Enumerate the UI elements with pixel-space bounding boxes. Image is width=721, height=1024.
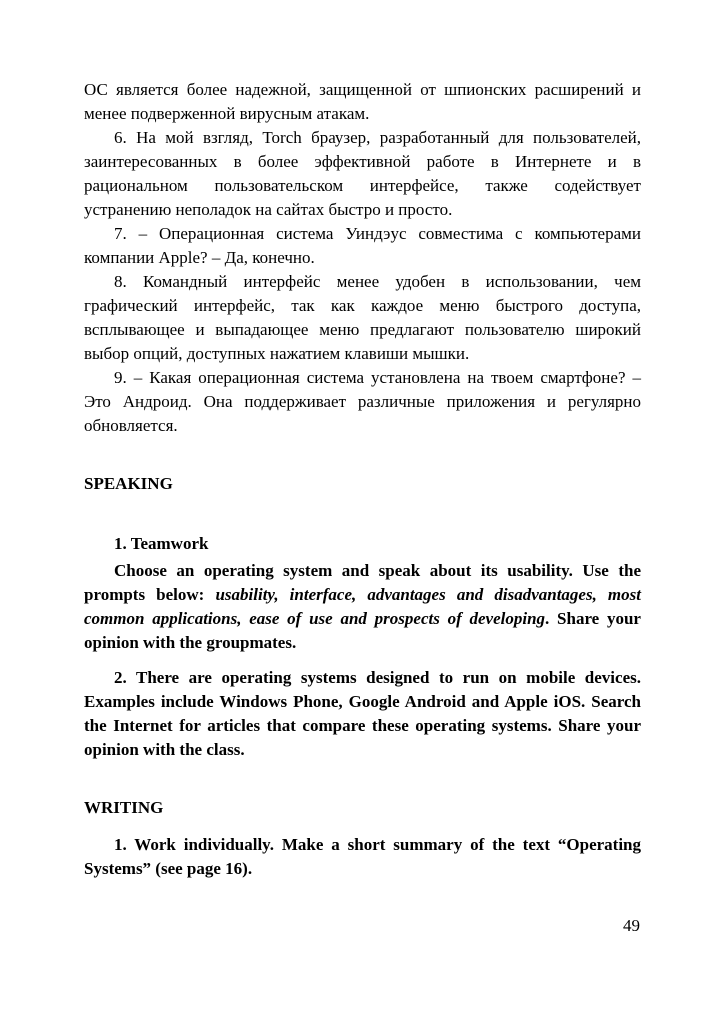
list-item-8: 8. Командный интерфейс менее удобен в использовании, чем графический интерфейс, так как каждое меню быстрого доступа, всплывающее и выпадающее меню предлагают пользователю широкий выбор опций, доступных нажатием клавиши мышки. (84, 272, 641, 363)
page-content (84, 78, 641, 881)
speaking-task1-paragraph (84, 559, 641, 655)
page-number: 49 (623, 916, 640, 935)
list-item-7: 7. – Операционная система Уиндэус совместима с компьютерами компании Apple? – Да, конечно. (84, 224, 641, 267)
speaking-task1-prompts-italic: usability, interface, advantages and disadvantages, most common applications, ease of use and prospects of developing (84, 585, 641, 628)
paragraph-continuation: ОС является более надежной, защищенной от шпионских расширений и менее подверженной вирусным атакам. (84, 80, 641, 123)
speaking-task1-text-end: . Share your opinion with the groupmates. (84, 609, 641, 652)
list-item-6: 6. На мой взгляд, Torch браузер, разработанный для пользователей, заинтересованных в более эффективной работе в Интернете и в рациональном пользовательском интерфейсе, также содействует устранению неполадок на сайтах быстро и просто. (84, 128, 641, 219)
speaking-section-heading: SPEAKING (84, 474, 173, 493)
writing-section-heading: WRITING (84, 798, 164, 817)
speaking-task1-title: 1. Teamwork (114, 534, 209, 553)
speaking-task1-text-start: Choose an operating system and speak about its usability. Use the prompts below: (84, 561, 641, 604)
writing-task1-paragraph: 1. Work individually. Make a short summary of the text “Operating Systems” (see page 16). (84, 835, 641, 878)
list-item-9: 9. – Какая операционная система установлена на твоем смартфоне? – Это Андроид. Она поддерживает различные приложения и регулярно обновляется. (84, 368, 641, 435)
speaking-task2-paragraph: 2. There are operating systems designed to run on mobile devices. Examples include Windows Phone, Google Android and Apple iOS. Search the Internet for articles that compare these operating systems. Share your opinion with the class. (84, 668, 641, 759)
